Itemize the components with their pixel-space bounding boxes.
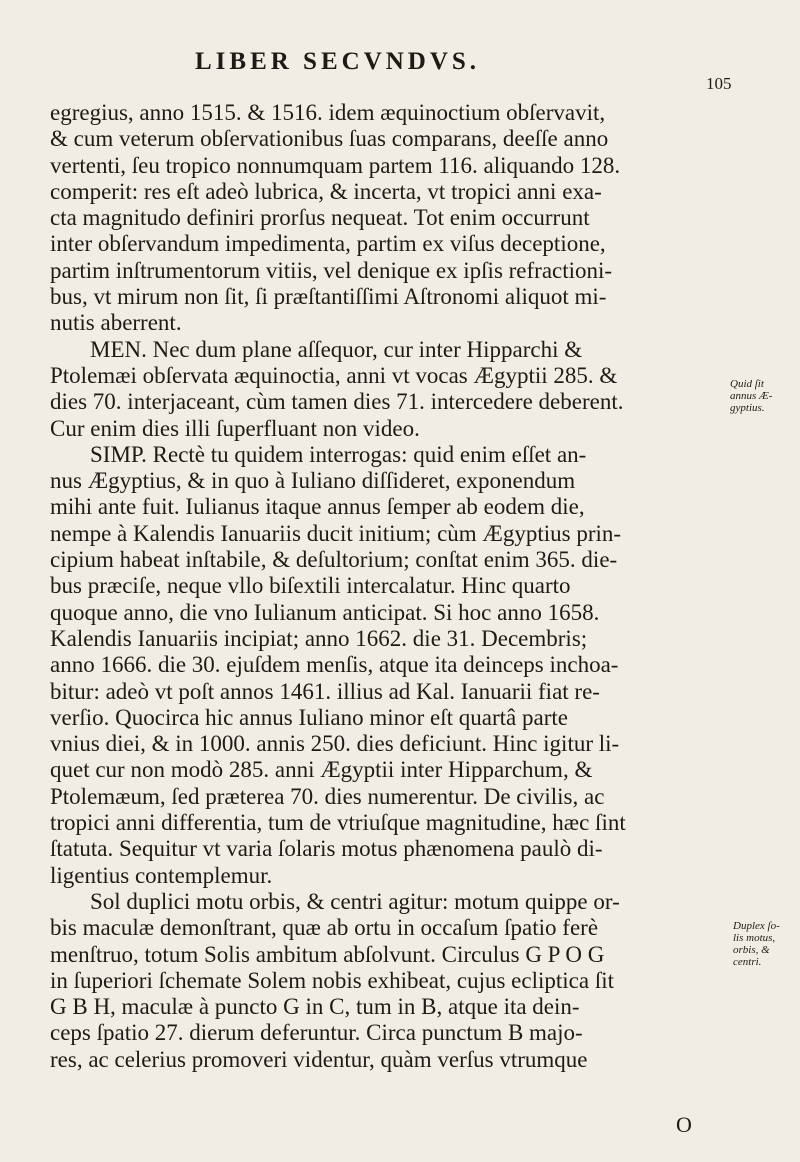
text-line: ſtatuta. Sequitur vt varia ſolaris motus phænomena paulò di-	[50, 836, 603, 862]
text-line: Sol duplici motu orbis, & centri agitur: motum quippe or-	[90, 888, 620, 914]
text-line: nus Ægyptius, & in quo à Iuliano diſſideret, exponendum	[50, 468, 576, 494]
text-line: Ptolemæum, ſed præterea 70. dies numerentur. De civilis, ac	[50, 783, 605, 809]
text-line: vertenti, ſeu tropico nonnumquam partem 116. aliquando 128.	[50, 152, 621, 178]
text-line: anno 1666. die 30. ejuſdem menſis, atque ita deinceps inchoa-	[50, 652, 619, 678]
text-line: ceps ſpatio 27. dierum deferuntur. Circa punctum B majo-	[50, 1020, 583, 1046]
catchword: O	[676, 1112, 692, 1137]
text-line: menſtruo, totum Solis ambitum abſolvunt. Circulus G P O G	[50, 941, 605, 967]
margin-note-line: Duplex ſo-	[733, 920, 780, 932]
margin-note-line: Quid ſit	[730, 378, 764, 390]
paragraph	[50, 100, 718, 337]
text-line: SIMP. Rectè tu quidem interrogas: quid enim eſſet an-	[90, 441, 587, 467]
text-line: vnius diei, & in 1000. annis 250. dies deficiunt. Hinc igitur li-	[50, 731, 620, 757]
text-line: nempe à Kalendis Ianuariis ducit initium; cùm Ægyptius prin-	[50, 520, 622, 546]
margin-note-line: lis motus,	[733, 932, 776, 944]
body-text	[50, 100, 718, 1073]
text-line: partim inſtrumentorum vitiis, vel denique ex ipſis refractioni-	[50, 257, 613, 283]
margin-note-annus-aegyptius	[730, 378, 780, 414]
text-line: ligentius contemplemur.	[50, 862, 273, 888]
margin-note-duplex-motus	[733, 920, 783, 968]
text-line: inter obſervandum impedimenta, partim ex viſus deceptione,	[50, 231, 606, 257]
text-line: tropici anni differentia, tum de vtriuſque magnitudine, hæc ſint	[50, 810, 626, 836]
text-line: MEN. Nec dum plane aſſequor, cur inter Hipparchi &	[90, 336, 583, 362]
text-line: Kalendis Ianuariis incipiat; anno 1662. die 31. Decembris;	[50, 625, 588, 651]
text-line: & cum veterum obſervationibus ſuas comparans, deeſſe anno	[50, 126, 609, 152]
paragraph	[50, 889, 718, 1073]
text-line: bus præciſe, neque vllo biſextili intercalatur. Hinc quarto	[50, 573, 571, 599]
text-line: egregius, anno 1515. & 1516. idem æquinoctium obſervavit,	[50, 100, 606, 125]
text-line: res, ac celerius promoveri videntur, quàm verſus vtrumque	[50, 1046, 588, 1072]
text-line: bis maculæ demonſtrant, quæ ab ortu in occaſum ſpatio ferè	[50, 915, 599, 941]
text-line: in ſuperiori ſchemate Solem nobis exhibeat, cujus ecliptica ſit	[50, 967, 614, 993]
text-line: dies 70. interjaceant, cùm tamen dies 71. intercedere deberent.	[50, 389, 624, 415]
text-line: Cur enim dies illi ſuperfluant non video.	[50, 415, 420, 441]
text-line: bus, vt mirum non ſit, ſi præſtantiſſimi Aſtronomi aliquot mi-	[50, 284, 607, 310]
margin-note-line: annus Æ-	[730, 390, 773, 402]
page-number: 105	[706, 74, 732, 93]
paragraph	[50, 442, 718, 889]
margin-note-line: gyptius.	[730, 402, 765, 414]
text-line: verſio. Quocirca hic annus Iuliano minor eſt quartâ parte	[50, 704, 568, 730]
text-line: cipium habeat inſtabile, & deſultorium; conſtat enim 365. die-	[50, 547, 618, 573]
text-line: mihi ante fuit. Iulianus itaque annus ſemper ab eodem die,	[50, 494, 585, 520]
text-line: bitur: adeò vt poſt annos 1461. illius ad Kal. Ianuarii fiat re-	[50, 678, 600, 704]
text-line: quet cur non modò 285. anni Ægyptii inter Hipparchum, &	[50, 757, 593, 783]
text-line: G B H, maculæ à puncto G in C, tum in B, atque ita dein-	[50, 994, 580, 1020]
margin-note-line: orbis, &	[733, 944, 770, 956]
margin-note-line: centri.	[733, 956, 762, 968]
text-line: cta magnitudo definiri prorſus nequeat. Tot enim occurrunt	[50, 205, 590, 231]
paragraph	[50, 337, 718, 442]
text-line: nutis aberrent.	[50, 310, 182, 336]
text-line: comperit: res eſt adeò lubrica, & incerta, vt tropici anni exa-	[50, 178, 602, 204]
running-head: LIBER SECVNDVS.	[195, 48, 481, 75]
text-line: quoque anno, die vno Iulianum anticipat. Si hoc anno 1658.	[50, 599, 600, 625]
text-line: Ptolemæi obſervata æquinoctia, anni vt vocas Ægyptii 285. &	[50, 362, 618, 388]
